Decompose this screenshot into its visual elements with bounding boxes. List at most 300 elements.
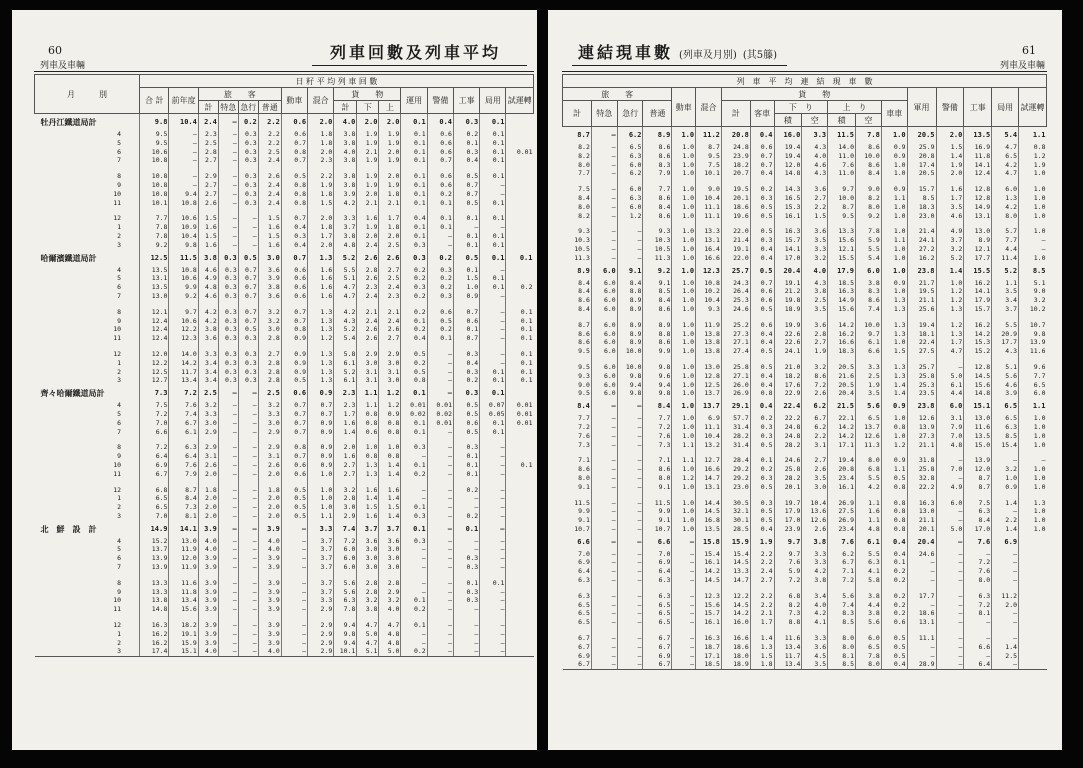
table-cell: 4.0	[802, 263, 828, 279]
table-cell: 0.7	[281, 250, 307, 266]
table-cell: —	[218, 494, 238, 503]
table-cell: —	[169, 156, 198, 165]
table-cell: 8.0	[578, 473, 590, 482]
table-cell: 4.2	[992, 203, 1019, 212]
table-cell: 15.5	[964, 263, 992, 279]
table-cell: 1.3	[936, 305, 964, 314]
table-cell: 0.7	[453, 334, 479, 343]
table-cell: 3.7	[308, 588, 334, 597]
table-row	[563, 372, 1047, 381]
table-cell: 15.4	[696, 550, 722, 559]
official-header: 局用	[480, 88, 506, 114]
table-cell: —	[169, 130, 198, 139]
table-cell: 0.5	[750, 305, 774, 314]
table-cell: 9.8	[617, 372, 643, 381]
table-cell: 5.1	[992, 363, 1019, 372]
table-cell: —	[453, 630, 479, 639]
table-cell: 10.4	[802, 499, 828, 508]
table-cell: 8.4	[578, 304, 590, 313]
table-cell: 6.5	[578, 618, 590, 627]
table-cell: 2.0	[258, 494, 281, 503]
table-cell: —	[591, 152, 617, 161]
table-cell: —	[480, 266, 506, 275]
spacer-cell	[258, 207, 281, 214]
table-cell: 22.2	[907, 483, 936, 492]
table-cell: —	[617, 516, 643, 525]
table-cell: 0.1	[427, 214, 453, 223]
table-cell: 1.0	[672, 516, 696, 525]
table-cell: 10.6	[140, 148, 169, 157]
table-cell: 7.7	[578, 414, 590, 423]
table-row	[35, 308, 534, 317]
table-cell: 3.9	[198, 563, 218, 572]
table-cell: 2.8	[357, 266, 379, 275]
table-cell: —	[591, 592, 617, 601]
table-cell: 4.0	[258, 647, 281, 656]
spacer-cell	[379, 479, 401, 486]
table-cell	[1019, 558, 1047, 567]
table-cell: 8.6	[578, 338, 590, 347]
table-cell: 18.0	[721, 652, 750, 661]
table-cell: 3.0	[198, 419, 218, 428]
table-cell: 8.6	[643, 194, 672, 203]
table-cell: —	[238, 232, 258, 241]
table-cell: 3.0	[379, 554, 401, 563]
table-cell: 9.2	[856, 212, 882, 221]
spacer-cell	[506, 436, 534, 443]
table-cell: —	[480, 486, 506, 495]
spacer-cell	[643, 492, 672, 499]
table-cell: 6.0	[591, 296, 617, 305]
spacer-cell	[238, 572, 258, 579]
table-cell: 1.3	[881, 330, 907, 339]
table-cell: 7.9	[936, 423, 964, 432]
table-cell: 1.6	[258, 223, 281, 232]
table-row	[563, 227, 1047, 236]
table-cell: 1.0	[881, 414, 907, 423]
table-cell: 7.0	[140, 419, 169, 428]
group-name: 哈爾濱鐵道局計	[40, 252, 97, 263]
table-cell: 1.9	[1019, 161, 1047, 170]
table-cell: 10.0	[856, 321, 882, 330]
table-cell: 16.2	[828, 330, 856, 339]
table-cell	[506, 486, 534, 495]
table-cell: 12.4	[140, 334, 169, 343]
month-label: 12	[113, 621, 122, 630]
table-cell: 8.7	[169, 486, 198, 495]
table-cell: 21.2	[774, 287, 802, 296]
table-cell: 7.5	[964, 499, 992, 508]
table-cell: 0.2	[453, 512, 479, 521]
spacer-cell	[1019, 356, 1047, 363]
table-cell: 0.3	[218, 359, 238, 368]
table-cell	[1019, 550, 1047, 559]
table-cell	[1019, 643, 1047, 652]
spacer-cell	[379, 301, 401, 308]
month-label: 2	[117, 638, 122, 647]
table-cell: 0.5	[281, 376, 307, 385]
table-cell: 9.2	[169, 292, 198, 301]
table-cell: 17.1	[696, 652, 722, 661]
table-row	[35, 130, 534, 139]
table-cell: 7.7	[643, 185, 672, 194]
table-cell: —	[936, 652, 964, 661]
table-cell	[1019, 592, 1047, 601]
table-row	[35, 181, 534, 190]
table-cell: 5.0	[936, 372, 964, 381]
table-row	[563, 456, 1047, 465]
table-cell: 14.8	[140, 605, 169, 614]
table-cell: 1.0	[1019, 212, 1047, 221]
table-cell: —	[480, 512, 506, 521]
table-cell: 24.6	[907, 550, 936, 559]
table-cell: 14.1	[964, 287, 992, 296]
spacer-cell	[1019, 314, 1047, 321]
table-cell: 6.4	[578, 567, 590, 576]
table-cell: 8.4	[643, 398, 672, 414]
month-label: 1	[117, 629, 122, 638]
table-cell: 12.0	[964, 465, 992, 474]
table-cell: —	[218, 241, 238, 250]
table-cell: 1.3	[357, 461, 379, 470]
table-cell: 13.1	[140, 274, 169, 283]
spacer-cell	[696, 178, 722, 185]
table-cell: 2.9	[357, 350, 379, 359]
table-cell: 14.1	[964, 161, 992, 170]
month-label: 8	[117, 443, 122, 452]
table-cell: 1.2	[936, 287, 964, 296]
table-cell: 2.9	[379, 588, 401, 597]
table-cell: 0.8	[401, 376, 427, 385]
table-cell	[506, 130, 534, 139]
table-cell: 3.3	[802, 127, 828, 144]
table-cell: 1.3	[308, 250, 334, 266]
table-cell: 7.6	[643, 432, 672, 441]
table-cell: 16.2	[964, 321, 992, 330]
table-cell	[506, 596, 534, 605]
table-cell: 4.6	[936, 212, 964, 221]
table-cell: 7.4	[828, 601, 856, 610]
month-label: 9	[117, 587, 122, 596]
spacer-cell	[218, 207, 238, 214]
table-cell: 9.0	[578, 380, 590, 389]
table-cell: 0.1	[401, 190, 427, 199]
table-cell: 10.8	[140, 156, 169, 165]
spacer-cell	[506, 479, 534, 486]
table-cell: —	[281, 647, 307, 656]
table-cell: —	[591, 534, 617, 550]
table-cell: 22.6	[774, 338, 802, 347]
table-cell: 0.7	[281, 428, 307, 437]
table-row	[35, 512, 534, 521]
table-cell: 8.6	[643, 338, 672, 347]
table-cell: 14.5	[696, 576, 722, 585]
spacer-cell	[936, 585, 964, 592]
table-row	[563, 441, 1047, 450]
table-cell: —	[480, 190, 506, 199]
table-cell: 14.5	[721, 558, 750, 567]
table-cell: 1.5	[357, 503, 379, 512]
table-cell: 9.8	[334, 630, 357, 639]
table-cell	[506, 190, 534, 199]
table-cell: 9.4	[169, 190, 198, 199]
table-cell: —	[427, 512, 453, 521]
table-cell: —	[281, 537, 307, 546]
table-cell: 20.9	[992, 330, 1019, 339]
table-cell: 4.3	[802, 279, 828, 288]
table-cell: 1.2	[617, 212, 643, 221]
table-cell: 13.8	[696, 330, 722, 339]
table-cell: 0.07	[480, 401, 506, 410]
table-cell: 0.7	[238, 283, 258, 292]
table-cell: 1.0	[672, 194, 696, 203]
table-cell: 13.3	[696, 227, 722, 236]
table-cell: 3.1	[936, 414, 964, 423]
table-cell: 10.0	[828, 194, 856, 203]
table-cell: 0.8	[357, 419, 379, 428]
table-cell: 2.2	[992, 516, 1019, 525]
spacer-cell	[774, 449, 802, 456]
table-cell: 7.1	[578, 456, 590, 465]
spacer-cell	[643, 356, 672, 363]
table-cell: 3.9	[258, 630, 281, 639]
table-cell: 2.8	[198, 148, 218, 157]
table-cell: 8.4	[964, 516, 992, 525]
table-cell: 0.1	[401, 621, 427, 630]
spacer-cell	[334, 207, 357, 214]
table-cell: —	[617, 227, 643, 236]
table-cell: 3.9	[258, 521, 281, 537]
table-cell: 0.4	[750, 127, 774, 144]
table-cell: 0.1	[401, 317, 427, 326]
table-cell: —	[672, 643, 696, 652]
table-cell: —	[591, 609, 617, 618]
table-cell: —	[427, 452, 453, 461]
table-cell: 1.1	[1019, 398, 1047, 414]
table-cell: 23.8	[907, 263, 936, 279]
table-cell: 23.0	[907, 212, 936, 221]
table-cell: 4.0	[198, 647, 218, 656]
table-cell: 24.8	[774, 432, 802, 441]
spacer-cell	[281, 436, 307, 443]
spacer-cell	[35, 614, 140, 621]
spacer-cell	[453, 343, 479, 350]
table-cell: 7.7	[140, 214, 169, 223]
table-cell: 9.7	[774, 534, 802, 550]
table-cell: 2.9	[258, 443, 281, 452]
table-cell: 11.3	[643, 254, 672, 263]
table-cell: —	[401, 588, 427, 597]
spacer-cell	[35, 343, 140, 350]
spacer-cell	[198, 207, 218, 214]
table-cell: 18.7	[696, 643, 722, 652]
table-cell: 2.6	[357, 325, 379, 334]
table-cell: 3.2	[334, 486, 357, 495]
spacer-cell	[1019, 627, 1047, 634]
table-cell: 4.4	[856, 601, 882, 610]
table-cell: 1.0	[1019, 414, 1047, 423]
table-cell: 4.8	[379, 639, 401, 648]
spacer-cell	[881, 356, 907, 363]
spacer-cell	[992, 314, 1019, 321]
left-table-body	[35, 114, 534, 657]
table-cell: 6.5	[617, 143, 643, 152]
table-cell: 1.7	[750, 618, 774, 627]
table-cell: 11.6	[169, 579, 198, 588]
table-cell: 24.1	[774, 347, 802, 356]
table-cell: 2.9	[308, 630, 334, 639]
table-cell: —	[401, 452, 427, 461]
table-cell: 0.3	[453, 554, 479, 563]
spacer-cell	[563, 585, 592, 592]
table-cell: 9.3	[696, 305, 722, 314]
table-cell: —	[480, 554, 506, 563]
table-row	[563, 194, 1047, 203]
table-cell: 1.9	[856, 381, 882, 390]
table-cell: 0.7	[238, 266, 258, 275]
table-cell: 0.9	[281, 368, 307, 377]
table-cell: 0.1	[453, 452, 479, 461]
table-cell: 23.5	[907, 389, 936, 398]
table-cell: 1.3	[308, 325, 334, 334]
table-cell: —	[907, 558, 936, 567]
spacer-cell	[379, 572, 401, 579]
table-cell: 8.4	[856, 169, 882, 178]
spacer-cell	[35, 572, 140, 579]
table-cell: 1.0	[1019, 465, 1047, 474]
table-cell: 16.8	[696, 516, 722, 525]
table-cell: 7.7	[1019, 372, 1047, 381]
spacer-cell	[281, 301, 307, 308]
table-cell: 16.3	[696, 634, 722, 643]
table-cell: 1.8	[198, 486, 218, 495]
table-row	[563, 363, 1047, 372]
table-cell: 12.8	[696, 372, 722, 381]
title-rule	[312, 65, 527, 66]
table-cell: 1.0	[672, 245, 696, 254]
table-cell: 13.7	[140, 545, 169, 554]
table-cell: 3.8	[334, 156, 357, 165]
table-cell: —	[218, 223, 238, 232]
table-cell: 0.1	[480, 199, 506, 208]
table-cell: 0.01	[506, 410, 534, 419]
table-cell: 0.8	[1019, 143, 1047, 152]
table-cell: 11.5	[169, 250, 198, 266]
table-cell: 4.8	[856, 525, 882, 534]
table-cell: 1.8	[258, 486, 281, 495]
table-cell: 6.3	[856, 558, 882, 567]
table-cell: 9.1	[643, 483, 672, 492]
table-cell: 9.3	[643, 227, 672, 236]
spacer-cell	[563, 627, 592, 634]
spacer-cell	[643, 220, 672, 227]
table-cell: 6.5	[856, 643, 882, 652]
spacer-cell	[238, 301, 258, 308]
spacer-cell	[218, 572, 238, 579]
table-cell: 7.2	[802, 381, 828, 390]
table-cell: 2.3	[334, 385, 357, 401]
table-row	[35, 486, 534, 495]
table-cell: 7.5	[140, 401, 169, 410]
spacer-cell	[696, 585, 722, 592]
table-cell: —	[936, 592, 964, 601]
table-cell: 8.8	[643, 330, 672, 339]
right-data-table	[562, 74, 1047, 670]
table-cell: —	[238, 545, 258, 554]
table-cell: 0.1	[480, 156, 506, 165]
spacer-cell	[617, 449, 643, 456]
table-cell: 10.8	[140, 172, 169, 181]
table-cell: 3.7	[334, 223, 357, 232]
spacer-cell	[169, 479, 198, 486]
table-cell: 2.1	[357, 148, 379, 157]
spacer-cell	[881, 585, 907, 592]
table-cell: 0.1	[401, 223, 427, 232]
table-cell: 3.8	[856, 279, 882, 288]
table-cell: 4.0	[379, 605, 401, 614]
table-cell: 7.4	[856, 305, 882, 314]
table-cell: 0.2	[401, 292, 427, 301]
table-cell: 0.3	[401, 512, 427, 521]
table-cell: 0.01	[427, 419, 453, 428]
table-cell: —	[427, 588, 453, 597]
table-cell: 1.6	[357, 486, 379, 495]
table-cell: 20.4	[907, 534, 936, 550]
table-cell: —	[238, 639, 258, 648]
table-cell: 9.5	[578, 347, 590, 356]
table-cell: 0.3	[750, 432, 774, 441]
table-cell: 0.7	[453, 181, 479, 190]
table-cell: 7.3	[643, 441, 672, 450]
table-cell: 2.0	[334, 443, 357, 452]
table-cell: 8.5	[1019, 263, 1047, 279]
table-cell: 0.8	[881, 525, 907, 534]
table-cell: 0.1	[480, 376, 506, 385]
table-cell: 1.7	[379, 214, 401, 223]
table-cell: 0.2	[238, 114, 258, 131]
month-label: 10	[113, 596, 122, 605]
table-cell: 2.6	[198, 461, 218, 470]
pass-sub-header: 普通	[258, 101, 281, 114]
table-cell: —	[992, 660, 1019, 669]
table-cell: 3.6	[258, 292, 281, 301]
table-cell: —	[218, 199, 238, 208]
table-cell: 0.4	[750, 525, 774, 534]
table-cell	[506, 554, 534, 563]
table-row	[35, 494, 534, 503]
table-cell: —	[238, 486, 258, 495]
table-cell: 1.0	[672, 372, 696, 381]
table-cell: —	[480, 292, 506, 301]
table-cell: 3.8	[258, 283, 281, 292]
table-cell: 1.0	[672, 499, 696, 508]
table-cell: 20.8	[828, 465, 856, 474]
table-cell: —	[936, 507, 964, 516]
table-cell: 4.0	[198, 545, 218, 554]
table-cell: 7.2	[140, 443, 169, 452]
table-cell: 1.0	[672, 414, 696, 423]
table-cell: 6.0	[617, 203, 643, 212]
table-cell: 7.8	[140, 223, 169, 232]
table-cell: 2.9	[198, 428, 218, 437]
table-cell: —	[427, 563, 453, 572]
spacer-cell	[334, 436, 357, 443]
table-cell: 11.7	[774, 652, 802, 661]
table-cell: 0.1	[401, 181, 427, 190]
table-cell: —	[453, 503, 479, 512]
table-cell: —	[617, 254, 643, 263]
table-cell: 1.3	[308, 317, 334, 326]
